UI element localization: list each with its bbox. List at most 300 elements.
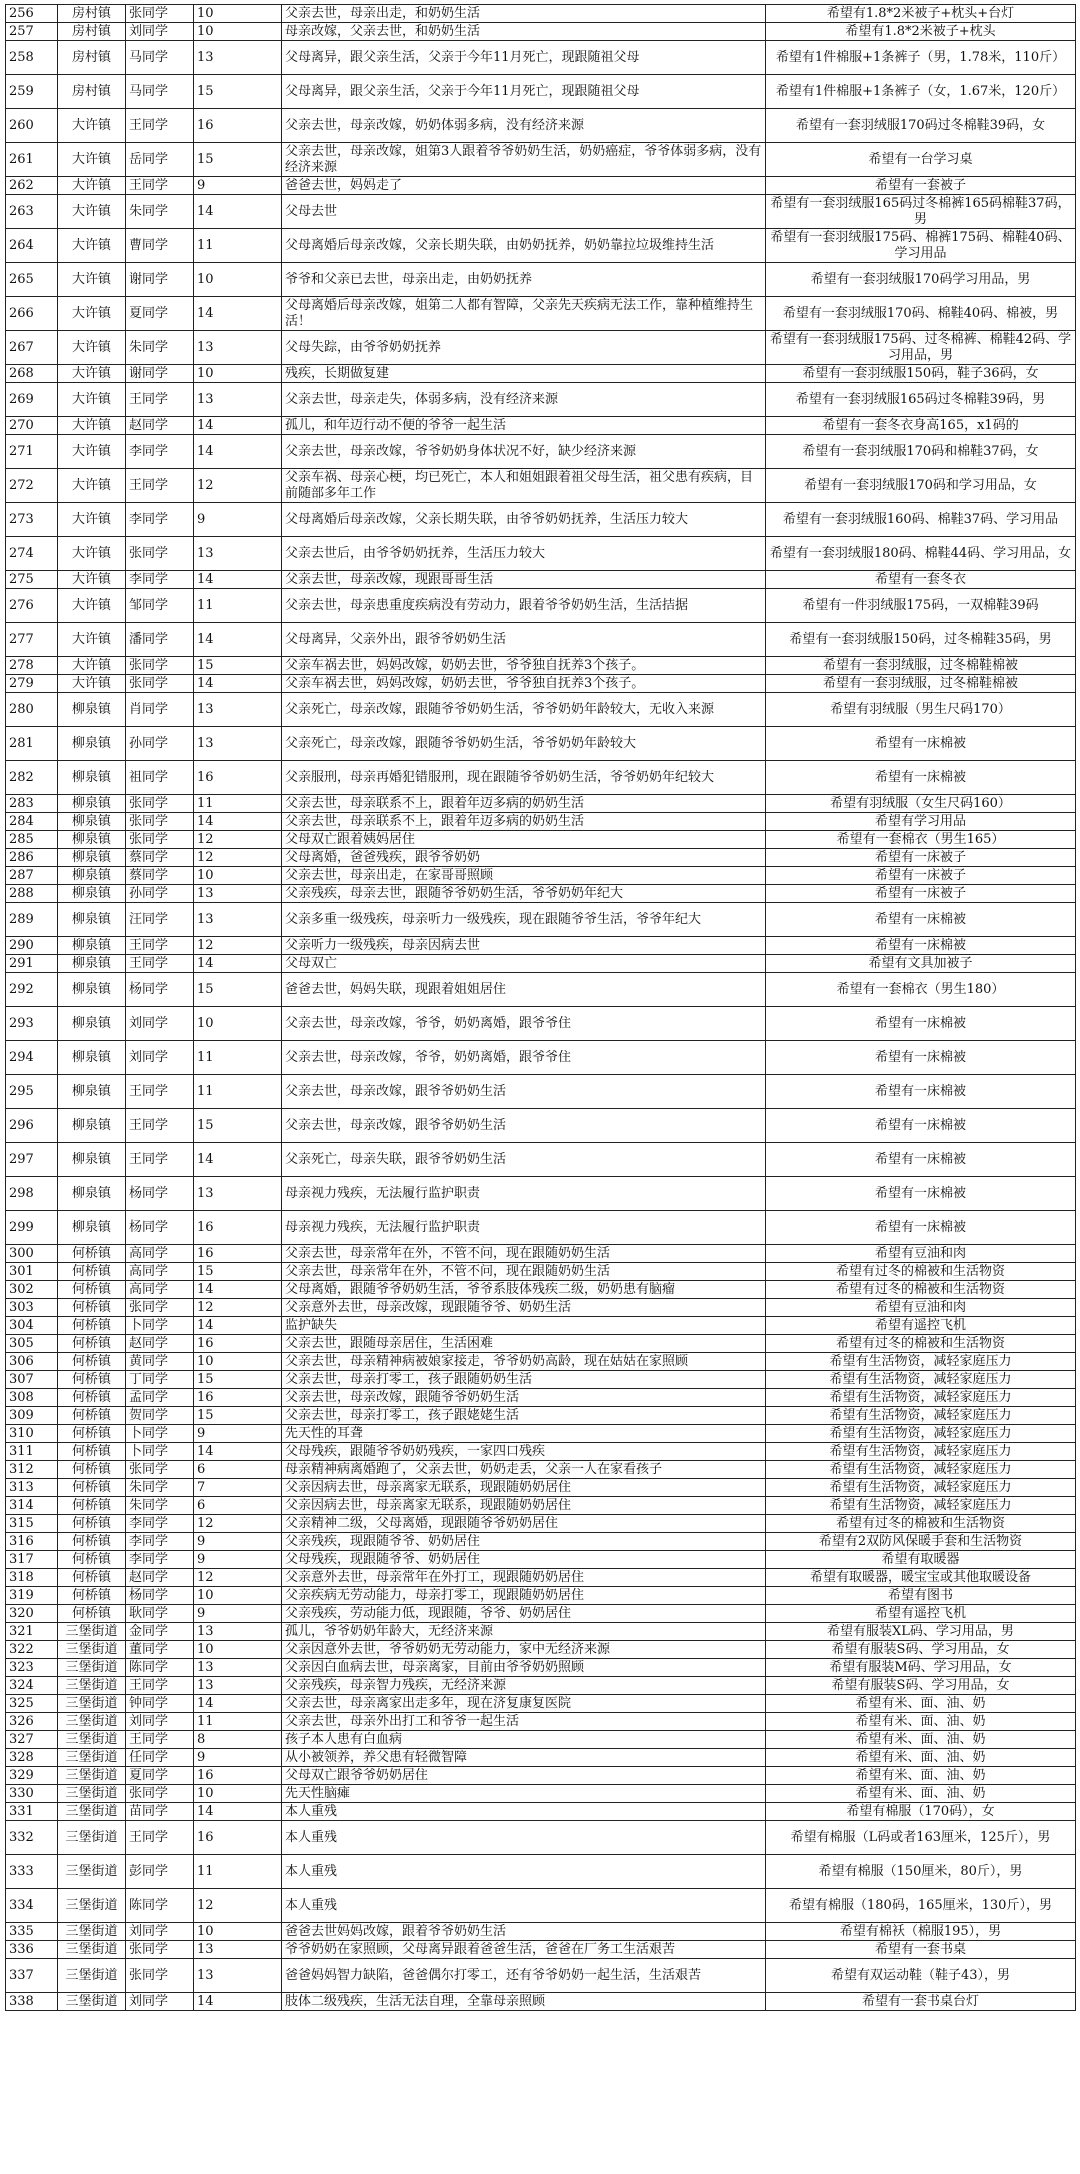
- town-cell: 何桥镇: [58, 1299, 126, 1317]
- age-cell: 7: [194, 1479, 282, 1497]
- wish-cell: 希望有过冬的棉被和生活物资: [766, 1281, 1076, 1299]
- table-row: [6, 1515, 1076, 1533]
- wish-cell: 希望有一套羽绒服170码和学习用品，女: [766, 469, 1076, 503]
- row-number: 321: [6, 1623, 58, 1641]
- wish-cell: 希望有一套羽绒服180码、棉鞋44码、学习用品，女: [766, 537, 1076, 571]
- age-cell: 10: [194, 1641, 282, 1659]
- student-name-cell: 刘同学: [126, 1923, 194, 1941]
- row-number: 301: [6, 1263, 58, 1281]
- student-name-cell: 陈同学: [126, 1659, 194, 1677]
- wish-cell: 希望有生活物资，减轻家庭压力: [766, 1407, 1076, 1425]
- wish-cell: 希望有一床棉被: [766, 1143, 1076, 1177]
- student-name-cell: 金同学: [126, 1623, 194, 1641]
- table-row: [6, 1551, 1076, 1569]
- town-cell: 何桥镇: [58, 1533, 126, 1551]
- age-cell: 13: [194, 885, 282, 903]
- table-row: [6, 1353, 1076, 1371]
- student-name-cell: 卜同学: [126, 1443, 194, 1461]
- student-name-cell: 刘同学: [126, 1007, 194, 1041]
- student-name-cell: 刘同学: [126, 1041, 194, 1075]
- age-cell: 12: [194, 1889, 282, 1923]
- age-cell: 16: [194, 1245, 282, 1263]
- age-cell: 11: [194, 1075, 282, 1109]
- town-cell: 何桥镇: [58, 1389, 126, 1407]
- table-row: [6, 1695, 1076, 1713]
- row-number: 285: [6, 831, 58, 849]
- town-cell: 何桥镇: [58, 1497, 126, 1515]
- town-cell: 何桥镇: [58, 1245, 126, 1263]
- table-row: [6, 1803, 1076, 1821]
- town-cell: 何桥镇: [58, 1371, 126, 1389]
- table-row: [6, 41, 1076, 75]
- table-row: [6, 331, 1076, 365]
- situation-cell: 父亲精神二级，父母离婚，现跟随爷爷奶奶居住: [282, 1515, 766, 1533]
- situation-cell: 父亲因白血病去世，母亲离家，目前由爷爷奶奶照顾: [282, 1659, 766, 1677]
- table-row: [6, 1335, 1076, 1353]
- age-cell: 14: [194, 675, 282, 693]
- wish-cell: 希望有米、面、油、奶: [766, 1785, 1076, 1803]
- row-number: 300: [6, 1245, 58, 1263]
- situation-cell: 父亲去世，母亲走失，体弱多病，没有经济来源: [282, 383, 766, 417]
- row-number: 282: [6, 761, 58, 795]
- student-name-cell: 张同学: [126, 795, 194, 813]
- table-row: [6, 1263, 1076, 1281]
- situation-cell: 肢体二级残疾，生活无法自理，全靠母亲照顾: [282, 1993, 766, 2011]
- town-cell: 三堡街道: [58, 1623, 126, 1641]
- table-row: [6, 23, 1076, 41]
- wish-cell: 希望有棉服（170码），女: [766, 1803, 1076, 1821]
- student-name-cell: 王同学: [126, 177, 194, 195]
- wish-cell: 希望有生活物资，减轻家庭压力: [766, 1461, 1076, 1479]
- row-number: 327: [6, 1731, 58, 1749]
- row-number: 283: [6, 795, 58, 813]
- student-name-cell: 张同学: [126, 1299, 194, 1317]
- row-number: 314: [6, 1497, 58, 1515]
- age-cell: 10: [194, 23, 282, 41]
- town-cell: 大许镇: [58, 365, 126, 383]
- student-name-cell: 杨同学: [126, 1211, 194, 1245]
- wish-cell: 希望有一套冬衣: [766, 571, 1076, 589]
- student-name-cell: 钟同学: [126, 1695, 194, 1713]
- age-cell: 12: [194, 1569, 282, 1587]
- situation-cell: 爷爷奶奶在家照顾，父母离异跟着爸爸生活，爸爸在厂务工生活艰苦: [282, 1941, 766, 1959]
- town-cell: 柳泉镇: [58, 761, 126, 795]
- town-cell: 三堡街道: [58, 1785, 126, 1803]
- town-cell: 三堡街道: [58, 1821, 126, 1855]
- age-cell: 16: [194, 1767, 282, 1785]
- table-row: [6, 1623, 1076, 1641]
- table-row: [6, 1497, 1076, 1515]
- row-number: 276: [6, 589, 58, 623]
- town-cell: 柳泉镇: [58, 903, 126, 937]
- table-row: [6, 1143, 1076, 1177]
- row-number: 271: [6, 435, 58, 469]
- town-cell: 何桥镇: [58, 1407, 126, 1425]
- age-cell: 12: [194, 469, 282, 503]
- situation-cell: 父亲因病去世，母亲离家无联系，现跟随奶奶居住: [282, 1479, 766, 1497]
- age-cell: 10: [194, 1353, 282, 1371]
- situation-cell: 父亲残疾，现跟随爷爷、奶奶居住: [282, 1533, 766, 1551]
- row-number: 324: [6, 1677, 58, 1695]
- town-cell: 大许镇: [58, 469, 126, 503]
- situation-cell: 本人重残: [282, 1821, 766, 1855]
- town-cell: 房村镇: [58, 5, 126, 23]
- situation-cell: 父亲去世，母亲出走，和奶奶生活: [282, 5, 766, 23]
- table-row: [6, 1245, 1076, 1263]
- row-number: 293: [6, 1007, 58, 1041]
- table-row: [6, 1889, 1076, 1923]
- town-cell: 柳泉镇: [58, 955, 126, 973]
- row-number: 292: [6, 973, 58, 1007]
- wish-cell: 希望有一套羽绒服170码和棉鞋37码，女: [766, 435, 1076, 469]
- wish-cell: 希望有一床被子: [766, 885, 1076, 903]
- situation-cell: 父亲车祸去世，妈妈改嫁，奶奶去世，爷爷独自抚养3个孩子。: [282, 657, 766, 675]
- situation-cell: 父母残疾，跟随爷爷奶奶残疾，一家四口残疾: [282, 1443, 766, 1461]
- age-cell: 11: [194, 795, 282, 813]
- age-cell: 12: [194, 1299, 282, 1317]
- age-cell: 9: [194, 1533, 282, 1551]
- table-row: [6, 1211, 1076, 1245]
- wish-cell: 希望有一套羽绒服175码、过冬棉裤、棉鞋42码、学习用品，男: [766, 331, 1076, 365]
- situation-cell: 母亲视力残疾，无法履行监护职责: [282, 1211, 766, 1245]
- row-number: 337: [6, 1959, 58, 1993]
- table-row: [6, 1371, 1076, 1389]
- town-cell: 大许镇: [58, 331, 126, 365]
- town-cell: 大许镇: [58, 177, 126, 195]
- situation-cell: 父亲去世，母亲外出打工和爷爷一起生活: [282, 1713, 766, 1731]
- student-name-cell: 张同学: [126, 1941, 194, 1959]
- student-name-cell: 杨同学: [126, 1587, 194, 1605]
- age-cell: 16: [194, 1821, 282, 1855]
- row-number: 279: [6, 675, 58, 693]
- wish-cell: 希望有一床棉被: [766, 1109, 1076, 1143]
- wish-cell: 希望有一套羽绒服170码过冬棉鞋39码，女: [766, 109, 1076, 143]
- town-cell: 大许镇: [58, 571, 126, 589]
- table-row: [6, 1587, 1076, 1605]
- table-row: [6, 675, 1076, 693]
- table-row: [6, 867, 1076, 885]
- situation-cell: 父亲残疾，劳动能力低，现跟随，爷爷、奶奶居住: [282, 1605, 766, 1623]
- situation-cell: 爸爸去世，妈妈失联，现跟着姐姐居住: [282, 973, 766, 1007]
- table-row: [6, 75, 1076, 109]
- table-body: [6, 5, 1076, 2011]
- table-row: [6, 1281, 1076, 1299]
- age-cell: 15: [194, 1407, 282, 1425]
- row-number: 277: [6, 623, 58, 657]
- table-row: [6, 1659, 1076, 1677]
- wish-cell: 希望有一套羽绒服165码过冬棉裤165码棉鞋37码，男: [766, 195, 1076, 229]
- town-cell: 何桥镇: [58, 1443, 126, 1461]
- table-row: [6, 1389, 1076, 1407]
- table-row: [6, 503, 1076, 537]
- table-row: [6, 1821, 1076, 1855]
- situation-cell: 父母失踪，由爷爷奶奶抚养: [282, 331, 766, 365]
- row-number: 281: [6, 727, 58, 761]
- situation-cell: 爸爸妈妈智力缺陷，爸爸偶尔打零工，还有爷爷奶奶一起生活，生活艰苦: [282, 1959, 766, 1993]
- table-row: [6, 1677, 1076, 1695]
- row-number: 329: [6, 1767, 58, 1785]
- student-name-cell: 王同学: [126, 1731, 194, 1749]
- table-row: [6, 263, 1076, 297]
- wish-cell: 希望有豆油和肉: [766, 1299, 1076, 1317]
- table-row: [6, 1299, 1076, 1317]
- town-cell: 三堡街道: [58, 1923, 126, 1941]
- wish-cell: 希望有生活物资，减轻家庭压力: [766, 1443, 1076, 1461]
- table-row: [6, 1713, 1076, 1731]
- row-number: 325: [6, 1695, 58, 1713]
- row-number: 288: [6, 885, 58, 903]
- wish-cell: 希望有一套棉衣（男生165）: [766, 831, 1076, 849]
- row-number: 261: [6, 143, 58, 177]
- table-row: [6, 1407, 1076, 1425]
- student-name-cell: 谢同学: [126, 365, 194, 383]
- student-name-cell: 蔡同学: [126, 849, 194, 867]
- town-cell: 柳泉镇: [58, 867, 126, 885]
- row-number: 259: [6, 75, 58, 109]
- wish-cell: 希望有一套被子: [766, 177, 1076, 195]
- wish-cell: 希望有文具加被子: [766, 955, 1076, 973]
- wish-cell: 希望有米、面、油、奶: [766, 1767, 1076, 1785]
- row-number: 308: [6, 1389, 58, 1407]
- student-name-cell: 卜同学: [126, 1317, 194, 1335]
- table-row: [6, 795, 1076, 813]
- wish-cell: 希望有服装XL码、学习用品，男: [766, 1623, 1076, 1641]
- age-cell: 11: [194, 1713, 282, 1731]
- situation-cell: 父亲意外去世，母亲改嫁，现跟随爷爷、奶奶生活: [282, 1299, 766, 1317]
- row-number: 262: [6, 177, 58, 195]
- table-row: [6, 195, 1076, 229]
- situation-cell: 先天性的耳聋: [282, 1425, 766, 1443]
- town-cell: 三堡街道: [58, 1713, 126, 1731]
- town-cell: 柳泉镇: [58, 1007, 126, 1041]
- row-number: 289: [6, 903, 58, 937]
- table-row: [6, 1569, 1076, 1587]
- town-cell: 柳泉镇: [58, 1211, 126, 1245]
- age-cell: 12: [194, 937, 282, 955]
- table-row: [6, 383, 1076, 417]
- situation-cell: 先天性脑瘫: [282, 1785, 766, 1803]
- age-cell: 9: [194, 177, 282, 195]
- situation-cell: 本人重残: [282, 1803, 766, 1821]
- situation-cell: 父亲死亡，母亲失联，跟爷爷奶奶生活: [282, 1143, 766, 1177]
- wish-cell: 希望有过冬的棉被和生活物资: [766, 1515, 1076, 1533]
- age-cell: 16: [194, 1335, 282, 1353]
- row-number: 312: [6, 1461, 58, 1479]
- table-row: [6, 469, 1076, 503]
- wish-cell: 希望有一床被子: [766, 867, 1076, 885]
- town-cell: 大许镇: [58, 229, 126, 263]
- town-cell: 柳泉镇: [58, 795, 126, 813]
- student-name-cell: 张同学: [126, 657, 194, 675]
- wish-cell: 希望有学习用品: [766, 813, 1076, 831]
- student-name-cell: 彭同学: [126, 1855, 194, 1889]
- wish-cell: 希望有一套羽绒服150码，鞋子36码，女: [766, 365, 1076, 383]
- situation-cell: 父亲车祸去世，妈妈改嫁，奶奶去世，爷爷独自抚养3个孩子。: [282, 675, 766, 693]
- situation-cell: 爸爸去世妈妈改嫁，跟着爷爷奶奶生活: [282, 1923, 766, 1941]
- wish-cell: 希望有服装S码、学习用品，女: [766, 1641, 1076, 1659]
- wish-cell: 希望有一床棉被: [766, 903, 1076, 937]
- row-number: 338: [6, 1993, 58, 2011]
- student-name-cell: 王同学: [126, 937, 194, 955]
- town-cell: 三堡街道: [58, 1749, 126, 1767]
- table-row: [6, 693, 1076, 727]
- age-cell: 9: [194, 1605, 282, 1623]
- student-name-cell: 刘同学: [126, 23, 194, 41]
- situation-cell: 母亲精神病离婚跑了，父亲去世，奶奶走丢，父亲一人在家看孩子: [282, 1461, 766, 1479]
- town-cell: 房村镇: [58, 23, 126, 41]
- student-name-cell: 刘同学: [126, 1713, 194, 1731]
- wish-cell: 希望有米、面、油、奶: [766, 1731, 1076, 1749]
- age-cell: 16: [194, 1211, 282, 1245]
- age-cell: 11: [194, 1041, 282, 1075]
- situation-cell: 父亲车祸、母亲心梗，均已死亡，本人和姐姐跟着祖父母生活，祖父患有疾病，目前随部多年工作: [282, 469, 766, 503]
- situation-cell: 父母双亡跟着姨妈居住: [282, 831, 766, 849]
- student-name-cell: 张同学: [126, 537, 194, 571]
- town-cell: 大许镇: [58, 589, 126, 623]
- student-name-cell: 高同学: [126, 1245, 194, 1263]
- table-row: [6, 1533, 1076, 1551]
- wish-cell: 希望有一套书桌: [766, 1941, 1076, 1959]
- age-cell: 14: [194, 571, 282, 589]
- situation-cell: 父亲去世，母亲改嫁，爷爷奶奶身体状况不好，缺少经济来源: [282, 435, 766, 469]
- table-row: [6, 1959, 1076, 1993]
- row-number: 273: [6, 503, 58, 537]
- wish-cell: 希望有遥控飞机: [766, 1317, 1076, 1335]
- student-name-cell: 赵同学: [126, 417, 194, 435]
- town-cell: 大许镇: [58, 417, 126, 435]
- wish-cell: 希望有生活物资，减轻家庭压力: [766, 1371, 1076, 1389]
- row-number: 334: [6, 1889, 58, 1923]
- row-number: 332: [6, 1821, 58, 1855]
- row-number: 320: [6, 1605, 58, 1623]
- situation-cell: 孤儿，爷爷奶奶年龄大，无经济来源: [282, 1623, 766, 1641]
- row-number: 256: [6, 5, 58, 23]
- situation-cell: 父亲意外去世，母亲常年在外打工，现跟随奶奶居住: [282, 1569, 766, 1587]
- age-cell: 16: [194, 1389, 282, 1407]
- town-cell: 房村镇: [58, 75, 126, 109]
- wish-cell: 希望有一台学习桌: [766, 143, 1076, 177]
- wish-cell: 希望有遥控飞机: [766, 1605, 1076, 1623]
- situation-cell: 父母离婚，跟随爷爷奶奶生活，爷爷系肢体残疾二级，奶奶患有脑瘤: [282, 1281, 766, 1299]
- situation-cell: 父母残疾，现跟随爷爷、奶奶居住: [282, 1551, 766, 1569]
- situation-cell: 父母离婚后母亲改嫁，父亲长期失联，由爷爷奶奶抚养，生活压力较大: [282, 503, 766, 537]
- town-cell: 三堡街道: [58, 1993, 126, 2011]
- wish-cell: 希望有过冬的棉被和生活物资: [766, 1263, 1076, 1281]
- situation-cell: 父母离异，跟父亲生活，父亲于今年11月死亡，现跟随祖父母: [282, 75, 766, 109]
- row-number: 260: [6, 109, 58, 143]
- table-row: [6, 571, 1076, 589]
- situation-cell: 父亲去世，母亲常年在外，不管不问，现在跟随奶奶生活: [282, 1245, 766, 1263]
- wish-cell: 希望有1件棉服+1条裤子（男，1.78米，110斤）: [766, 41, 1076, 75]
- age-cell: 6: [194, 1461, 282, 1479]
- situation-cell: 父亲去世，母亲联系不上，跟着年迈多病的奶奶生活: [282, 813, 766, 831]
- wish-cell: 希望有一件羽绒服175码，一双棉鞋39码: [766, 589, 1076, 623]
- table-row: [6, 657, 1076, 675]
- table-row: [6, 589, 1076, 623]
- age-cell: 10: [194, 5, 282, 23]
- student-name-cell: 张同学: [126, 5, 194, 23]
- row-number: 280: [6, 693, 58, 727]
- table-row: [6, 365, 1076, 383]
- age-cell: 13: [194, 331, 282, 365]
- row-number: 318: [6, 1569, 58, 1587]
- town-cell: 大许镇: [58, 675, 126, 693]
- town-cell: 何桥镇: [58, 1479, 126, 1497]
- wish-cell: 希望有生活物资，减轻家庭压力: [766, 1425, 1076, 1443]
- town-cell: 三堡街道: [58, 1695, 126, 1713]
- town-cell: 三堡街道: [58, 1959, 126, 1993]
- town-cell: 大许镇: [58, 435, 126, 469]
- age-cell: 14: [194, 1803, 282, 1821]
- row-number: 294: [6, 1041, 58, 1075]
- wish-cell: 希望有双运动鞋（鞋子43），男: [766, 1959, 1076, 1993]
- row-number: 309: [6, 1407, 58, 1425]
- situation-cell: 父亲去世，母亲改嫁，爷爷，奶奶离婚，跟爷爷住: [282, 1041, 766, 1075]
- age-cell: 13: [194, 727, 282, 761]
- wish-cell: 希望有1.8*2米被子+枕头: [766, 23, 1076, 41]
- table-row: [6, 623, 1076, 657]
- age-cell: 9: [194, 1749, 282, 1767]
- situation-cell: 母亲视力残疾，无法履行监护职责: [282, 1177, 766, 1211]
- age-cell: 6: [194, 1497, 282, 1515]
- situation-cell: 父亲去世，母亲改嫁，姐第3人跟着爷爷奶奶生活，奶奶癌症，爷爷体弱多病，没有经济来源: [282, 143, 766, 177]
- student-name-cell: 李同学: [126, 503, 194, 537]
- situation-cell: 父亲残疾，母亲去世，跟随爷爷奶奶生活，爷爷奶奶年纪大: [282, 885, 766, 903]
- row-number: 313: [6, 1479, 58, 1497]
- situation-cell: 父亲死亡，母亲改嫁，跟随爷爷奶奶生活，爷爷奶奶年龄较大，无收入来源: [282, 693, 766, 727]
- town-cell: 柳泉镇: [58, 885, 126, 903]
- student-name-cell: 刘同学: [126, 1993, 194, 2011]
- row-number: 305: [6, 1335, 58, 1353]
- age-cell: 13: [194, 41, 282, 75]
- table-row: [6, 1855, 1076, 1889]
- row-number: 295: [6, 1075, 58, 1109]
- situation-cell: 父亲去世，母亲患重度疾病没有劳动力，跟着爷爷奶奶生活，生活拮据: [282, 589, 766, 623]
- town-cell: 柳泉镇: [58, 973, 126, 1007]
- situation-cell: 母亲改嫁，父亲去世，和奶奶生活: [282, 23, 766, 41]
- table-row: [6, 1075, 1076, 1109]
- row-number: 335: [6, 1923, 58, 1941]
- situation-cell: 父亲去世，母亲出走，在家哥哥照顾: [282, 867, 766, 885]
- situation-cell: 父亲去世，母亲常年在外，不管不问，现在跟随奶奶生活: [282, 1263, 766, 1281]
- age-cell: 14: [194, 297, 282, 331]
- wish-cell: 希望有一床棉被: [766, 761, 1076, 795]
- town-cell: 三堡街道: [58, 1767, 126, 1785]
- town-cell: 柳泉镇: [58, 1109, 126, 1143]
- row-number: 265: [6, 263, 58, 297]
- wish-cell: 希望有一套羽绒服，过冬棉鞋棉被: [766, 657, 1076, 675]
- row-number: 311: [6, 1443, 58, 1461]
- row-number: 326: [6, 1713, 58, 1731]
- table-row: [6, 1785, 1076, 1803]
- situation-cell: 爷爷和父亲已去世，母亲出走，由奶奶抚养: [282, 263, 766, 297]
- situation-cell: 父母离异，父亲外出，跟爷爷奶奶生活: [282, 623, 766, 657]
- age-cell: 12: [194, 831, 282, 849]
- row-number: 275: [6, 571, 58, 589]
- student-name-cell: 夏同学: [126, 1767, 194, 1785]
- wish-cell: 希望有一套冬衣身高165，x1码的: [766, 417, 1076, 435]
- student-name-cell: 苗同学: [126, 1803, 194, 1821]
- student-name-cell: 任同学: [126, 1749, 194, 1767]
- wish-cell: 希望有一套羽绒服160码、棉鞋37码、学习用品: [766, 503, 1076, 537]
- wish-cell: 希望有生活物资，减轻家庭压力: [766, 1389, 1076, 1407]
- town-cell: 三堡街道: [58, 1659, 126, 1677]
- table-row: [6, 109, 1076, 143]
- student-name-cell: 夏同学: [126, 297, 194, 331]
- town-cell: 大许镇: [58, 657, 126, 675]
- student-name-cell: 耿同学: [126, 1605, 194, 1623]
- student-name-cell: 朱同学: [126, 195, 194, 229]
